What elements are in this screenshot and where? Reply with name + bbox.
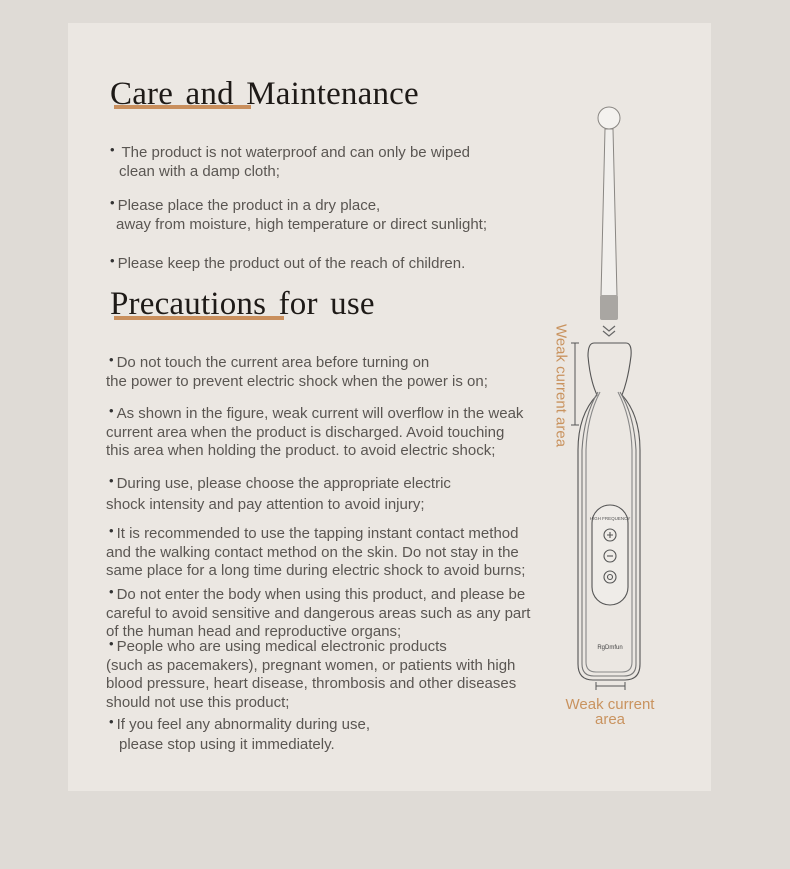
line: and the walking contact method on the skin. Do not stay in the — [106, 543, 519, 561]
line: Please place the product in a dry place, — [117, 197, 381, 214]
line: away from moisture, high temperature or direct sunlight; — [116, 215, 487, 233]
line: People who are using medical electronic products — [116, 638, 447, 655]
device-body — [578, 343, 640, 680]
line: shock intensity and pay attention to avoid injury; — [106, 496, 425, 513]
line: As shown in the figure, weak current will overflow in the weak — [116, 405, 524, 422]
line: The product is not waterproof and can only be wiped — [121, 144, 471, 161]
line: If you feel any abnormality during use, — [116, 716, 371, 733]
line: area — [594, 711, 626, 728]
line: Weak current — [565, 696, 655, 713]
precaution-item-2: • As shown in the figure, weak current will overflow in the weak current area when the product is discharged. Avoid touching this area when holding the product. to avoid electric shock; — [106, 403, 524, 459]
probe-attachment — [598, 107, 620, 320]
line: same place for a long time during electric shock to avoid burns; — [106, 562, 526, 579]
precaution-item-5: • Do not enter the body when using this product, and please be careful to avoid sensitive and dangerous areas such as any part of the human head and reproductive organs; — [106, 584, 531, 640]
care-item-3: • Please keep the product out of the reach of children. — [110, 253, 466, 272]
device-arc-text: HIGH FREQUENCY — [589, 516, 631, 521]
line: careful to avoid sensitive and dangerous areas such as any part — [106, 604, 531, 622]
line: this area when holding the product. to avoid electric shock; — [106, 442, 496, 459]
precaution-item-7: • If you feel any abnormality during use, please stop using it immediately. — [106, 712, 370, 755]
line: blood pressure, heart disease, thrombosis and other diseases — [106, 675, 517, 692]
line: current area when the product is discharged. Avoid touching — [106, 423, 505, 441]
line: Do not touch the current area before turning on — [116, 354, 430, 371]
care-heading: Care and Maintenance — [110, 76, 419, 112]
brand-logo: RgDmfun — [597, 645, 623, 651]
side-weak-current-label: Weak current area — [552, 323, 570, 448]
precaution-item-3: • During use, please choose the appropriate electric shock intensity and pay attention to avoid injury; — [106, 473, 451, 513]
line: the power to prevent electric shock when the power is on; — [106, 372, 488, 390]
line: It is recommended to use the tapping instant contact method — [116, 525, 519, 542]
precaution-item-1: • Do not touch the current area before turning on the power to prevent electric shock when the power is on; — [106, 352, 488, 390]
line: Do not enter the body when using this product, and please be — [116, 586, 526, 603]
line: please stop using it immediately. — [119, 736, 335, 753]
chevron-down-icon — [603, 326, 615, 336]
line: Please keep the product out of the reach of children. — [117, 255, 466, 272]
line: clean with a damp cloth; — [119, 162, 280, 180]
line: (such as pacemakers), pregnant women, or patients with high — [106, 656, 516, 674]
line: of the human head and reproductive organs; — [106, 623, 402, 640]
care-item-1: • The product is not waterproof and can only be wiped clean with a damp cloth; — [110, 142, 471, 180]
bottom-weak-current-label — [555, 697, 665, 727]
care-item-2: • Please place the product in a dry place, away from moisture, high temperature or direct sunlight; — [110, 195, 487, 233]
precaution-item-4: • It is recommended to use the tapping instant contact method and the walking contact method on the skin. Do not stay in the same place for a long time during electric shock to avoid burns; — [106, 523, 526, 579]
line: should not use this product; — [106, 693, 290, 711]
precautions-heading: Precautions for use — [110, 286, 375, 322]
precaution-item-6: • People who are using medical electronic products (such as pacemakers), pregnant women, or patients with high blood pressure, heart disease, thrombosis and other diseases should not use this product; — [106, 636, 517, 711]
line: During use, please choose the appropriate electric — [116, 475, 451, 492]
